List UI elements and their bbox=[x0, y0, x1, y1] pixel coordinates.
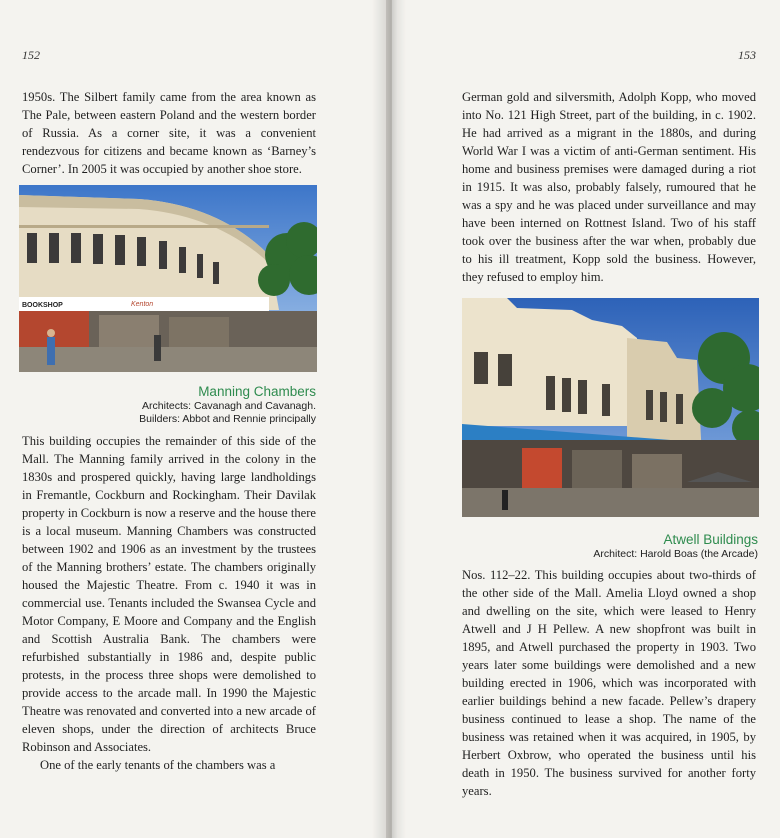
page-number: 152 bbox=[22, 48, 40, 62]
caption-architect: Architect: Harold Boas (the Arcade) bbox=[593, 548, 758, 560]
intro-paragraph bbox=[22, 88, 316, 178]
paragraph-text: One of the early tenants of the chambers was a bbox=[40, 758, 276, 772]
right-page bbox=[392, 0, 780, 838]
paragraph-text: German gold and silversmith, Adolph Kopp, who moved into No. 121 High Street, part of the building, in c. 1902. He had arrived as a migrant in the 1880s, and during World War I was a victim of anti-German sentiment. His home and business premises were damaged during a riot in 1915. It was also, probably falsely, rumoured that he was a spy and he was placed under surveillance and may have been interned on Rottnest Island. Two of his staff took over the business after the war when, probably due to his ill treatment, Kopp sold the business. However, they refused to employ him. bbox=[462, 90, 756, 284]
manning-chambers-photo bbox=[19, 185, 317, 372]
page-number: 153 bbox=[738, 48, 756, 62]
paragraph-text: Nos. 112–22. This building occupies about two-thirds of the other side of the Mall. Amelia Lloyd owned a shop and dwelling on the site, which were leased to Henry Atwell and J H Pellew. A new shopfront was built in 1895, and Atwell purchased the property in 1903. Two years later some buildings were demolished and a new building erected in 1906, which was incorporated with earlier buildings behind a new facade. Pellew’s drapery business continued to lease a shop. The name of the business was retained when it was acquired, in 1905, by Herbert Oxbrow, who operated the business until his death in 1950. The business survived for another forty years. bbox=[462, 568, 756, 798]
paragraph-text: 1950s. The Silbert family came from the area known as The Pale, between eastern Poland and the western border of Russia. As a corner site, it was a convenient rendezvous for citizens and became known as ‘Barney’s Corner’. In 2005 it was occupied by another shoe store. bbox=[22, 90, 316, 176]
atwell-buildings-photo bbox=[462, 298, 759, 517]
top-paragraph bbox=[462, 88, 756, 286]
kenton-sign: Kenton bbox=[131, 301, 154, 308]
caption-builders: Builders: Abbot and Rennie principally bbox=[139, 413, 316, 425]
body-text bbox=[22, 432, 316, 774]
book-gutter bbox=[372, 0, 406, 838]
caption-architects: Architects: Cavanagh and Cavanagh. bbox=[142, 400, 316, 412]
photo-caption bbox=[542, 532, 758, 561]
photo-caption bbox=[100, 384, 316, 426]
body-text bbox=[462, 566, 756, 800]
caption-title: Manning Chambers bbox=[198, 384, 316, 399]
caption-title: Atwell Buildings bbox=[663, 532, 758, 547]
bookshop-sign: BOOKSHOP bbox=[22, 302, 63, 309]
left-page bbox=[0, 0, 386, 838]
paragraph-text: This building occupies the remainder of this side of the Mall. The Manning family arrived in the colony in the 1830s and prospered quickly, having large landholdings in Fremantle, Cockburn and Rockingham. Their Davilak property in Cockburn is now a reserve and the house there is a local museum. Manning Chambers was constructed between 1902 and 1906 as an investment by the trustees of the Manning brothers’ estate. The chambers originally housed the Majestic Theatre. From c. 1940 it was in commercial use. Tenants included the Swansea Cycle and Motor Company, E Moore and Company and the English and Scottish Australia Bank. The chambers were refurbished substantially in 1986 and, despite public protests, in the process three shops were demolished to provide access to the arcade mall. In 1990 the Majestic Theatre was renovated and converted into a new arcade of eleven shops, under the direction of architects Bruce Robinson and Associates. bbox=[22, 434, 316, 754]
